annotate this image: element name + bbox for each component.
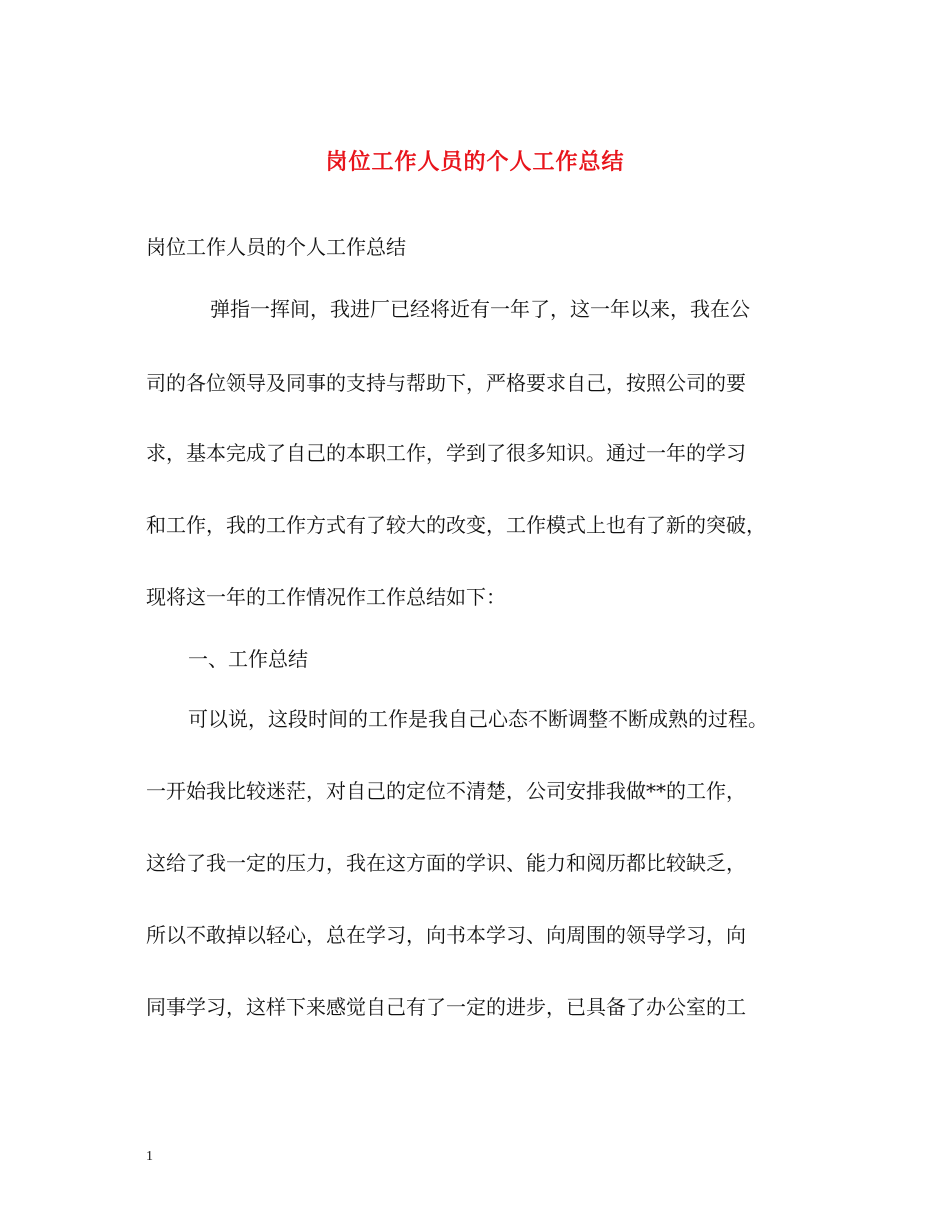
paragraph-1-line-3: 求，基本完成了自己的本职工作，学到了很多知识。通过一年的学习 [146, 441, 746, 465]
paragraph-2-line-3: 这给了我一定的压力，我在这方面的学识、能力和阅历都比较缺乏， [146, 851, 746, 875]
paragraph-1-line-1: 弹指一挥间，我进厂已经将近有一年了，这一年以来，我在公 [210, 297, 750, 321]
paragraph-1-line-4: 和工作，我的工作方式有了较大的改变，工作模式上也有了新的突破， [146, 513, 766, 537]
paragraph-2-line-5: 同事学习，这样下来感觉自己有了一定的进步，已具备了办公室的工 [146, 995, 746, 1019]
document-subtitle: 岗位工作人员的个人工作总结 [146, 235, 406, 259]
paragraph-1-line-5: 现将这一年的工作情况作工作总结如下： [146, 585, 506, 609]
paragraph-2-line-2: 一开始我比较迷茫，对自己的定位不清楚，公司安排我做**的工作， [146, 779, 746, 803]
paragraph-2-line-1: 可以说，这段时间的工作是我自己心态不断调整不断成熟的过程。 [188, 707, 768, 731]
paragraph-1-line-2: 司的各位领导及同事的支持与帮助下，严格要求自己，按照公司的要 [146, 371, 746, 395]
paragraph-2-line-4: 所以不敢掉以轻心，总在学习，向书本学习、向周围的领导学习，向 [146, 923, 746, 947]
page-number: 1 [146, 1149, 153, 1164]
document-title: 岗位工作人员的个人工作总结 [325, 149, 625, 175]
section-heading: 一、工作总结 [188, 647, 308, 671]
